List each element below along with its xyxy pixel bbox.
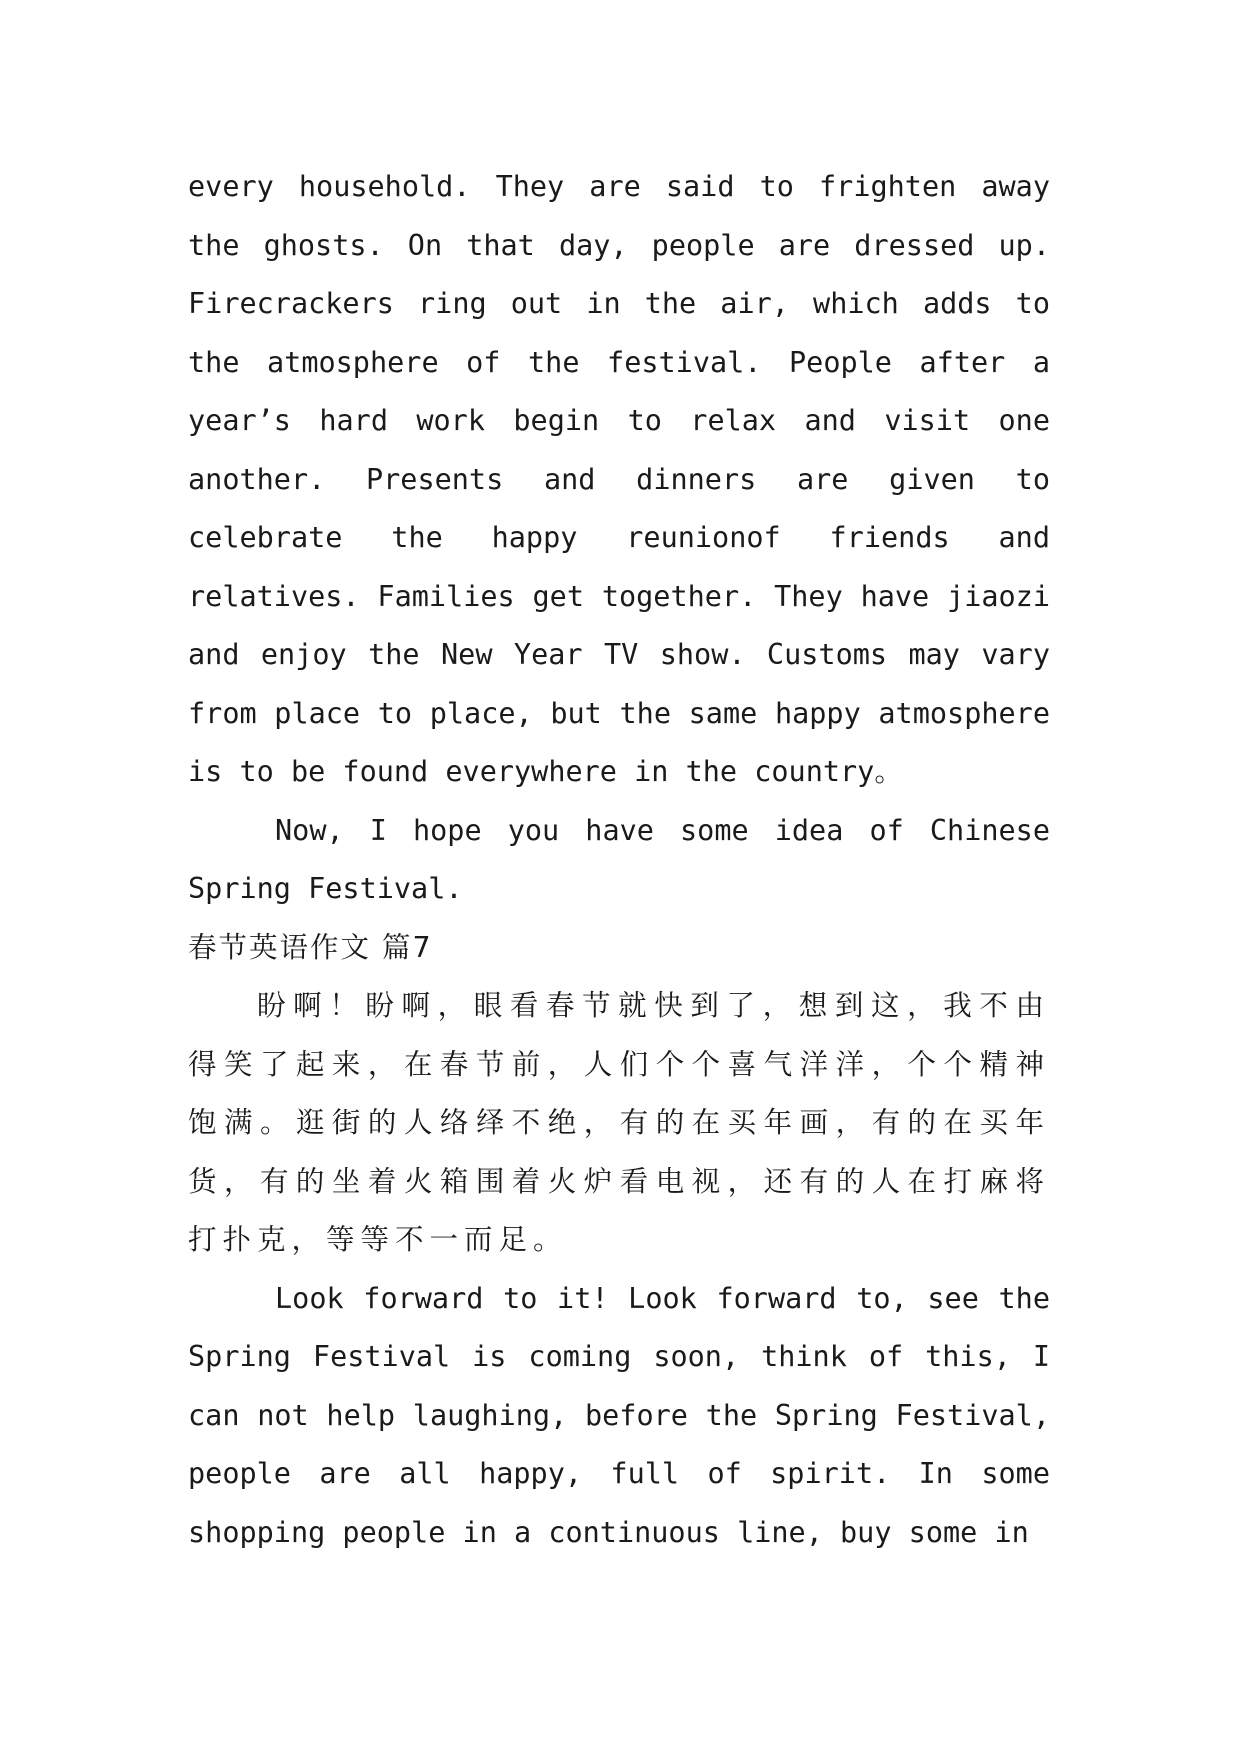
paragraph-festival-customs: every household. They are said to frighten away the ghosts. On that day, people are dressed up. Firecrackers ring out in the air, which adds to the atmosphere of the festival. People after a year’s hard work begin to relax and visit one another. Presents and dinners are given to celebrate the happy reunionof friends and relatives. Families get together. They have jiaozi and enjoy the New Year TV show. Customs may vary from place to place, but the same happy atmosphere is to be found everywhere in the country。 (188, 170, 1050, 788)
section-heading: 春节英语作文 篇7 (188, 930, 433, 964)
document-body (188, 158, 1050, 1562)
paragraph-english-translation: Look forward to it! Look forward to, see the Spring Festival is coming soon, think of this, I can not help laughing, before the Spring Festival, people are all happy, full of spirit. In some shopping people in a continuous line, buy some in (188, 1281, 1050, 1549)
paragraph-chinese: 盼啊！盼啊，眼看春节就快到了，想到这，我不由得笑了起来，在春节前，人们个个喜气洋洋，个个精神饱满。逛街的人络绎不绝，有的在买年画，有的在买年货，有的坐着火箱围着火炉看电视，还有的人在打麻将打扑克，等等不一而足。 (188, 989, 1050, 1256)
paragraph-conclusion: Now, I hope you have some idea of Chinese Spring Festival. (188, 813, 1050, 905)
